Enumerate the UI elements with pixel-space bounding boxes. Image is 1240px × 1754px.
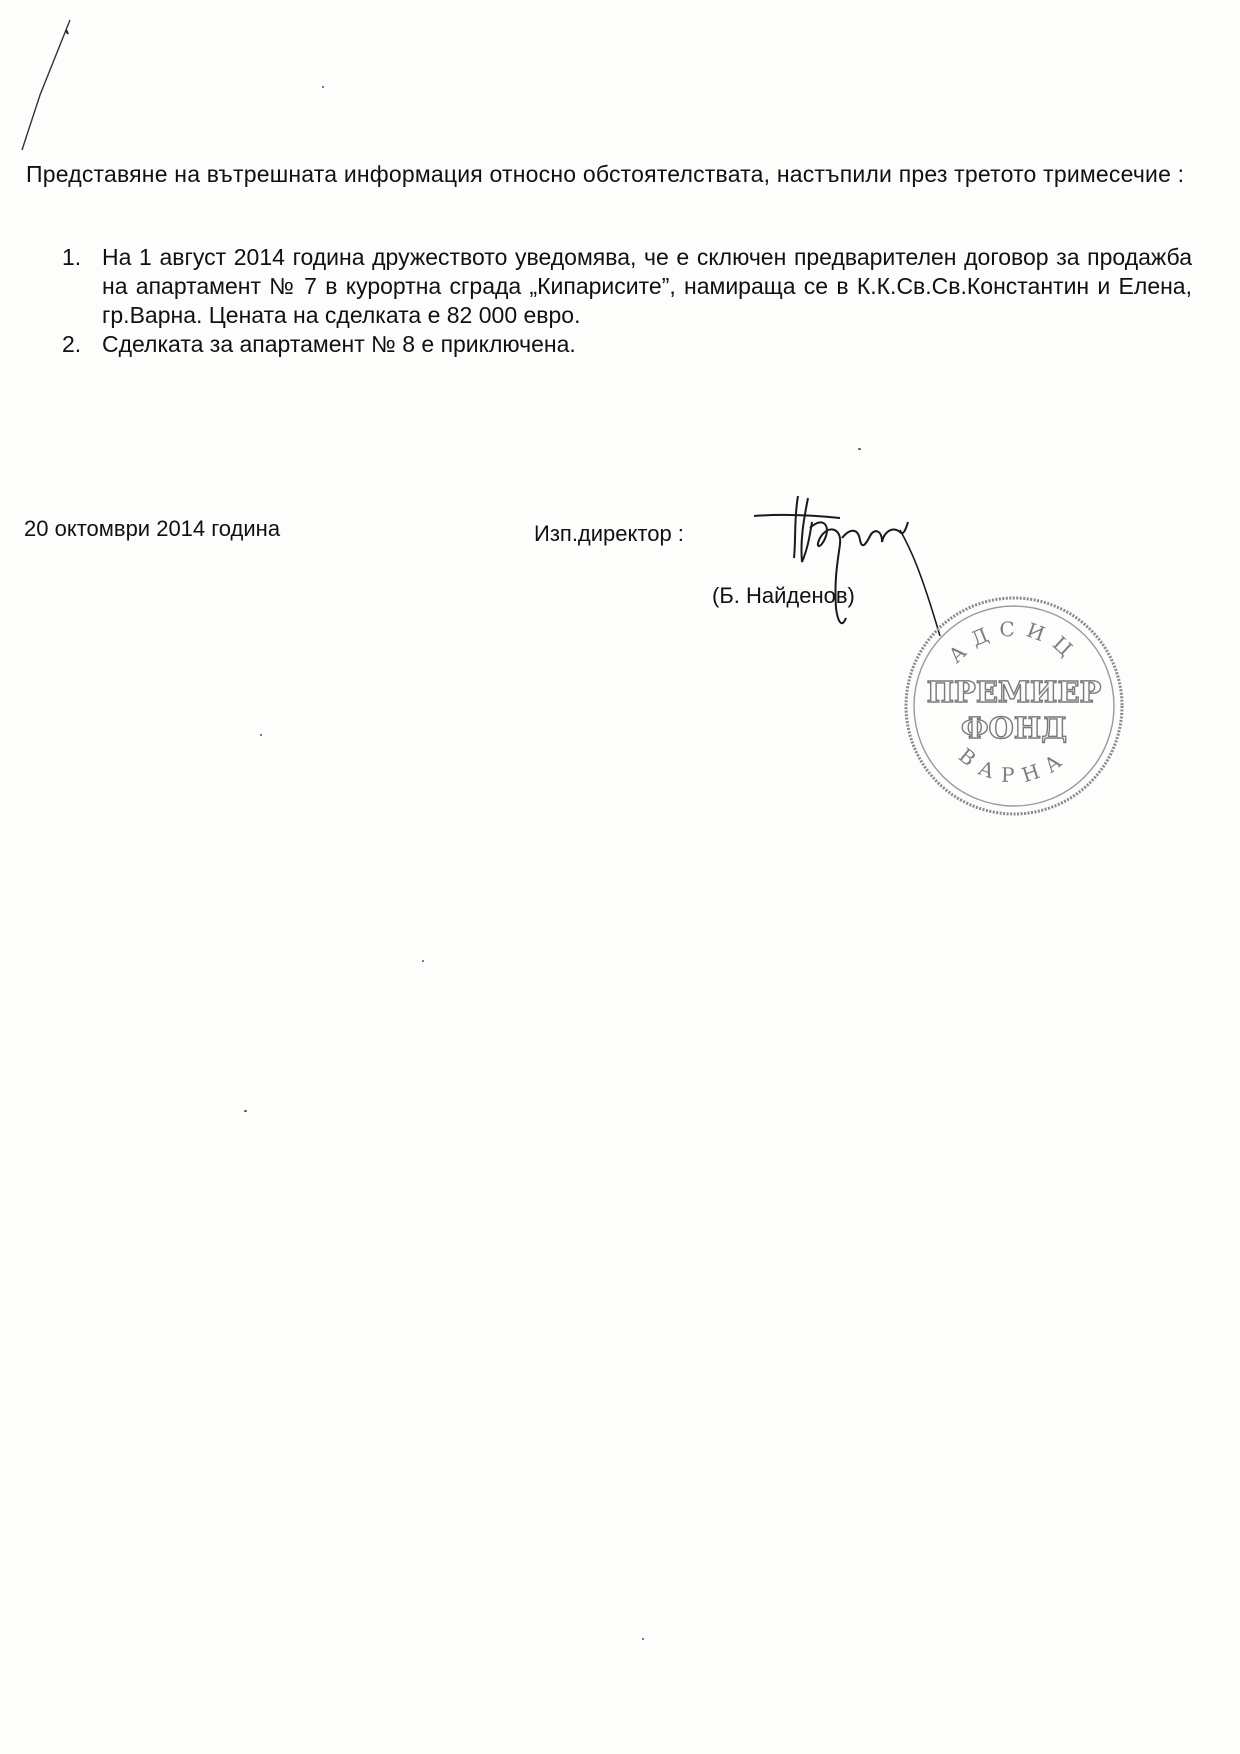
scan-speck [260, 734, 262, 736]
document-date: 20 октомври 2014 година [24, 516, 281, 541]
list-item-number: 2. [62, 331, 82, 357]
scan-speck [422, 960, 424, 962]
signatory-name: (Б. Найденов) [712, 583, 855, 608]
list-item-text: На 1 август 2014 година дружеството уведомява, че е сключен предварителен договор за продажба на апартамент № 7 в курортна сграда „Кипарисите”, намираща се в К.К.Св.Св.Константин и Елена, гр.Варна. Цената на сделката е 82 000 евро. [102, 244, 1192, 328]
info-list [62, 243, 1192, 359]
scan-speck [244, 1110, 247, 1112]
scan-speck [858, 448, 861, 450]
stamp-bottom-text: ВАРНА [954, 743, 1074, 788]
list-item-number: 1. [62, 244, 82, 270]
list-item [62, 330, 1192, 359]
scan-edge-mark [0, 0, 120, 180]
svg-text:ВАРНА [954, 743, 1074, 787]
stamp-line-1: ПРЕМИЕР [926, 675, 1102, 709]
stamp-top-text: АДСИЦ [943, 616, 1085, 668]
stamp-line-2: ФОНД [961, 711, 1067, 745]
scan-speck [322, 86, 324, 88]
list-item [62, 243, 1192, 330]
signatory-title: Изп.директор : [534, 521, 684, 546]
intro-paragraph: Представяне на вътрешната информация относно обстоятелствата, настъпили през третото тримесечие : [26, 161, 1185, 187]
svg-text:АДСИЦ [943, 617, 1084, 668]
company-stamp [898, 590, 1130, 822]
scan-speck [642, 1638, 644, 1640]
list-item-text: Сделката за апартамент № 8 е приключена. [102, 331, 576, 357]
